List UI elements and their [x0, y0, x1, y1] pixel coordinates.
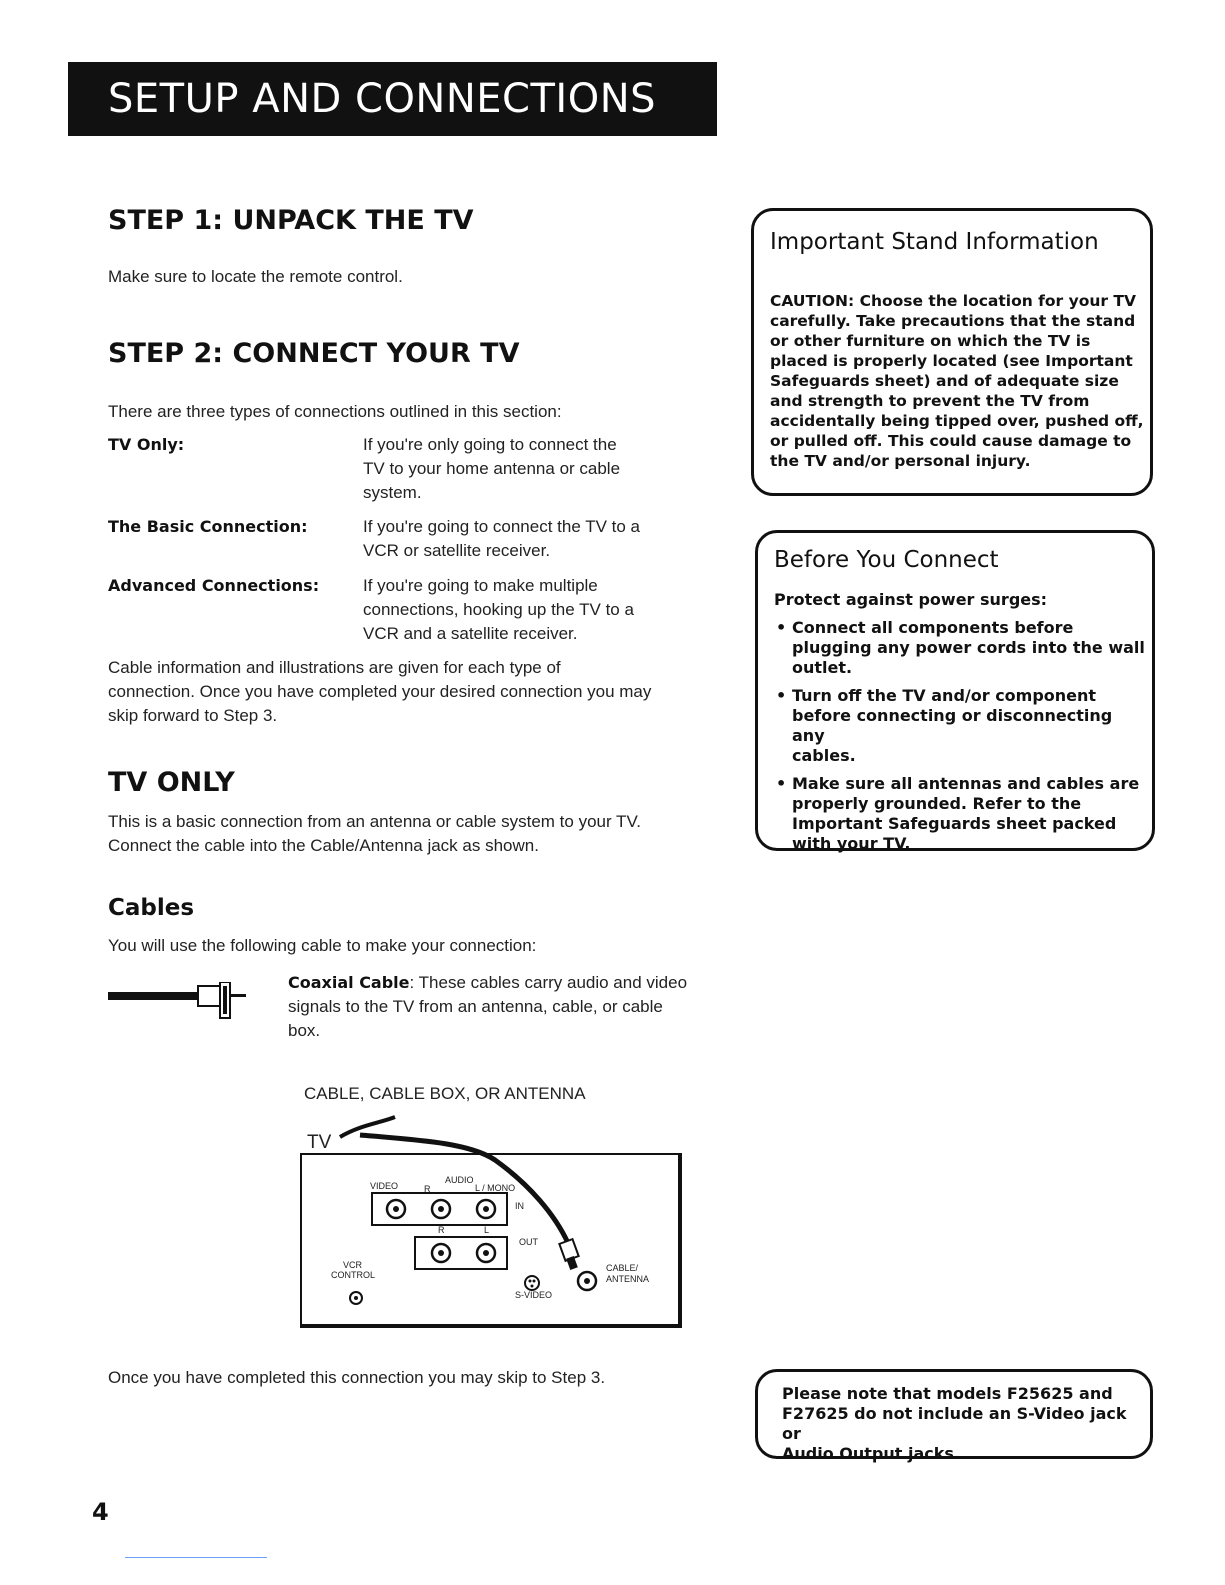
text-line: Connect the cable into the Cable/Antenna jack as shown. — [108, 836, 539, 855]
stand-info-title: Important Stand Information — [770, 229, 1099, 255]
def-line: If you're going to make multiple — [363, 576, 598, 595]
label-audio-r: R — [424, 1184, 431, 1194]
label-r-out: R — [438, 1225, 445, 1235]
def-term-basic: The Basic Connection: — [108, 517, 308, 536]
text-line: This is a basic connection from an antenna or cable system to your TV. — [108, 812, 641, 831]
before-connect-list — [774, 618, 1146, 862]
text-line: Cable information and illustrations are given for each type of — [108, 658, 561, 677]
step2-heading: STEP 2: CONNECT YOUR TV — [108, 338, 520, 369]
cable-connection-diagram — [300, 1105, 700, 1330]
label-antenna: ANTENNA — [606, 1274, 650, 1284]
text-line: properly grounded. Refer to the — [792, 794, 1082, 813]
coax-term: Coaxial Cable — [288, 973, 410, 992]
text-line: connection. Once you have completed your desired connection you may — [108, 682, 652, 701]
text-line: • Turn off the TV and/or component — [792, 686, 1097, 705]
label-vcr: VCR — [343, 1260, 363, 1270]
label-video: VIDEO — [370, 1181, 399, 1191]
before-connect-box — [755, 530, 1155, 851]
def-line: TV to your home antenna or cable — [363, 459, 621, 478]
cables-intro: You will use the following cable to make your connection: — [108, 936, 537, 955]
closing-text: Once you have completed this connection you may skip to Step 3. — [108, 1368, 606, 1387]
label-out: OUT — [519, 1237, 538, 1247]
def-line: connections, hooking up the TV to a — [363, 600, 634, 619]
text-line: outlet. — [792, 658, 853, 677]
coaxial-cable-icon — [108, 982, 258, 1022]
label-in: IN — [515, 1201, 524, 1211]
text-line: Safeguards sheet) and of adequate size — [770, 372, 1119, 390]
list-item — [774, 618, 1146, 678]
label-control: CONTROL — [331, 1270, 376, 1280]
text-line: the TV and/or personal injury. — [770, 452, 1031, 470]
list-item — [774, 774, 1146, 854]
coax-line: : These cables carry audio and video — [409, 973, 688, 992]
label-audio: AUDIO — [445, 1175, 474, 1185]
def-line: VCR and a satellite receiver. — [363, 624, 578, 643]
def-line: system. — [363, 483, 422, 502]
coax-line: signals to the TV from an antenna, cable, or cable — [288, 997, 663, 1016]
text-line: or pulled off. This could cause damage to — [770, 432, 1132, 450]
step1-heading: STEP 1: UNPACK THE TV — [108, 205, 474, 236]
def-line: VCR or satellite receiver. — [363, 541, 551, 560]
label-l-mono: L / MONO — [475, 1183, 516, 1193]
list-item — [774, 686, 1146, 766]
section-banner: SETUP AND CONNECTIONS — [68, 62, 717, 136]
stand-info-box — [751, 208, 1153, 496]
text-line: and strength to prevent the TV from — [770, 392, 1090, 410]
coax-line: box. — [288, 1021, 321, 1040]
step1-text: Make sure to locate the remote control. — [108, 267, 403, 286]
text-line: with your TV. — [792, 834, 911, 853]
text-line: Please note that models F25625 and — [782, 1384, 1113, 1403]
def-desc-tv-only — [363, 433, 620, 505]
model-note-text — [782, 1384, 1150, 1464]
step2-after-text — [108, 656, 651, 728]
model-note-box — [755, 1369, 1153, 1463]
text-line: before connecting or disconnecting any — [792, 706, 1113, 745]
label-cable: CABLE/ — [606, 1263, 639, 1273]
text-line: • Make sure all antennas and cables are — [792, 774, 1140, 793]
def-term-tv-only: TV Only: — [108, 435, 185, 454]
coax-description — [288, 971, 687, 1043]
def-line: If you're only going to connect the — [363, 435, 617, 454]
footer-rule — [125, 1557, 267, 1558]
diagram-tv-label: TV — [307, 1132, 332, 1153]
text-line: cables. — [792, 746, 856, 765]
text-line: or other furniture on which the TV is — [770, 332, 1091, 350]
page-number: 4 — [92, 1498, 109, 1526]
text-line: placed is properly located (see Important — [770, 352, 1133, 370]
text-line: accidentally being tipped over, pushed off, — [770, 412, 1144, 430]
cables-heading: Cables — [108, 895, 195, 921]
label-s-video: S-VIDEO — [515, 1290, 553, 1300]
text-line: CAUTION: Choose the location for your TV — [770, 292, 1136, 310]
text-line: skip forward to Step 3. — [108, 706, 278, 725]
stand-info-text — [770, 291, 1144, 471]
tvonly-heading: TV ONLY — [108, 767, 235, 798]
def-desc-advanced — [363, 574, 634, 646]
text-line: Important Safeguards sheet packed — [792, 814, 1117, 833]
text-line: carefully. Take precautions that the stand — [770, 312, 1136, 330]
before-connect-title: Before You Connect — [774, 547, 999, 573]
step2-intro: There are three types of connections outlined in this section: — [108, 402, 562, 421]
tvonly-text — [108, 810, 641, 858]
def-desc-basic — [363, 515, 640, 563]
text-line: Audio Output jacks. — [782, 1444, 960, 1463]
before-connect-subtitle: Protect against power surges: — [774, 590, 1048, 609]
text-line: • Connect all components before — [792, 618, 1074, 637]
text-line: plugging any power cords into the wall — [792, 638, 1145, 657]
label-l-out: L — [484, 1225, 490, 1235]
diagram-source-label: CABLE, CABLE BOX, OR ANTENNA — [304, 1084, 586, 1103]
def-term-advanced: Advanced Connections: — [108, 576, 320, 595]
text-line: F27625 do not include an S-Video jack or — [782, 1404, 1127, 1443]
def-line: If you're going to connect the TV to a — [363, 517, 640, 536]
